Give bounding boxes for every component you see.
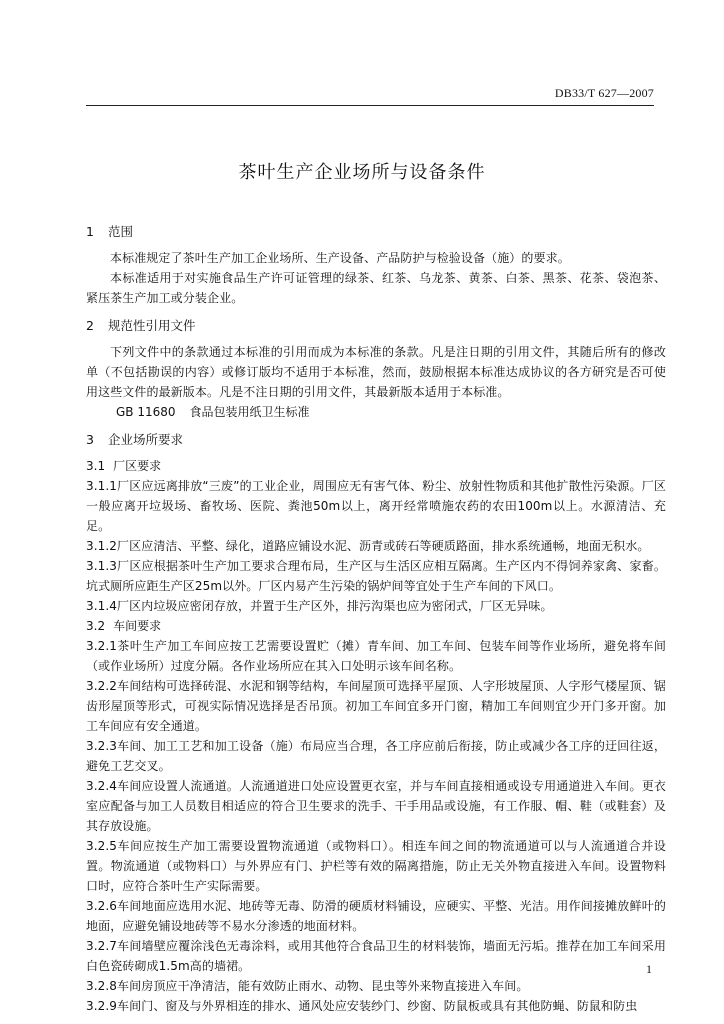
clause: 3.1.4厂区内垃圾应密闭存放，并置于生产区外，排污沟渠也应为密闭式，厂区无异味。 — [86, 599, 553, 613]
scope-paragraph: 本标准适用于对实施食品生产许可证管理的绿茶、红茶、乌龙茶、黄茶、白茶、黑茶、花茶、袋泡茶、紧压茶生产加工或分装企业。 — [86, 271, 666, 305]
document-body — [86, 222, 666, 1016]
header-rule — [86, 105, 654, 106]
section-number: 2 — [86, 318, 94, 333]
clause: 3.2.5车间应按生产加工需要设置物流通道（或物料口）。相连车间之间的物流通道可以与人流通道合并设置。物流通道（或物料口）与外界应有门、护栏等有效的隔离措施，防止无关外物直接进入车间。设置物料口时，应符合茶叶生产实际需要。 — [86, 839, 666, 893]
section-title: 规范性引用文件 — [108, 318, 196, 333]
clause: 3.2.3车间、加工工艺和加工设备（施）布局应当合理，各工序应前后衔接，防止或减少各工序的迂回往返，避免工艺交叉。 — [86, 739, 666, 773]
clause: 3.2.1茶叶生产加工车间应按工艺需要设置贮（摊）青车间、加工车间、包装车间等作业场所，避免将车间（或作业场所）过度分隔。各作业场所应在其入口处明示该车间名称。 — [86, 639, 666, 673]
reference-name: 食品包装用纸卫生标准 — [189, 405, 310, 419]
section-heading-scope — [86, 222, 666, 242]
clause: 3.2.4车间应设置人流通道。人流通道进口处应设置更衣室，并与车间直接相通或设专用通道进入车间。更衣室应配备与加工人员数目相适应的符合卫生要求的洗手、干手用品或设施，有工作服、帽、鞋（或鞋套）及其存放设施。 — [86, 779, 666, 833]
subsection-title: 厂区要求 — [113, 459, 162, 473]
section-heading-normative-references — [86, 316, 666, 336]
section-title: 企业场所要求 — [108, 432, 184, 447]
clause: 3.2.6车间地面应选用水泥、地砖等无毒、防滑的硬质材料铺设，应硬实、平整、光洁。用作间接摊放鲜叶的地面，应避免铺设地砖等不易水分渗透的地面材料。 — [86, 899, 666, 933]
document-title: 茶叶生产企业场所与设备条件 — [238, 162, 486, 183]
clause: 3.1.3厂区应根据茶叶生产加工要求合理布局，生产区与生活区应相互隔离。生产区内不得饲养家禽、家畜。坑式厕所应距生产区25m以外。厂区内易产生污染的锅炉间等宜处于生产车间的下风口。 — [86, 559, 666, 593]
subsection-heading-plant-area — [86, 456, 666, 476]
clause: 3.2.8车间房顶应干净清洁，能有效防止雨水、动物、昆虫等外来物直接进入车间。 — [86, 979, 529, 993]
subsection-title: 车间要求 — [113, 619, 162, 633]
subsection-heading-workshop — [86, 616, 666, 636]
section-title: 范围 — [108, 224, 134, 239]
clause: 3.2.7车间墙壁应覆涂浅色无毒涂料，或用其他符合食品卫生的材料装饰，墙面无污垢。推荐在加工车间采用白色瓷砖砌成1.5m高的墙裙。 — [86, 939, 666, 973]
page-number: 1 — [646, 962, 652, 976]
clause: 3.2.9车间门、窗及与外界相连的排水、通风处应安装纱门、纱窗、防鼠板或具有其他防蝇、防鼠和防虫 — [86, 999, 638, 1013]
section-number: 1 — [86, 224, 94, 239]
standard-number: DB33/T 627—2007 — [554, 86, 654, 100]
reference-code: GB 11680 — [116, 405, 176, 419]
references-paragraph: 下列文件中的条款通过本标准的引用而成为本标准的条款。凡是注日期的引用文件，其随后所有的修改单（不包括勘误的内容）或修订版均不适用于本标准，然而，鼓励根据本标准达成协议的各方研究是否可使用这些文件的最新版本。凡是不注日期的引用文件，其最新版本适用于本标准。 — [86, 345, 666, 399]
clause: 3.2.2车间结构可选择砖混、水泥和钢等结构，车间屋顶可选择平屋顶、人字形坡屋顶、人字形气楼屋顶、锯齿形屋顶等形式，可视实际情况选择是否吊顶。初加工车间宜多开门窗，精加工车间则宜少开门多开窗。加工车间应有安全通道。 — [86, 679, 666, 733]
section-heading-site-requirements — [86, 430, 666, 450]
subsection-number: 3.1 — [86, 459, 106, 473]
scope-paragraph: 本标准规定了茶叶生产加工企业场所、生产设备、产品防护与检验设备（施）的要求。 — [110, 251, 570, 265]
subsection-number: 3.2 — [86, 619, 106, 633]
reference-entry — [86, 402, 666, 422]
section-number: 3 — [86, 432, 94, 447]
clause: 3.1.2厂区应清洁、平整、绿化，道路应铺设水泥、沥青或砖石等硬质路面，排水系统通畅，地面无积水。 — [86, 539, 650, 553]
clause: 3.1.1厂区应远离排放“三废”的工业企业，周围应无有害气体、粉尘、放射性物质和其他扩散性污染源。厂区一般应离开垃圾场、畜牧场、医院、粪池50m以上，离开经常喷施农药的农田100m以上。水源清洁、充足。 — [86, 479, 666, 533]
